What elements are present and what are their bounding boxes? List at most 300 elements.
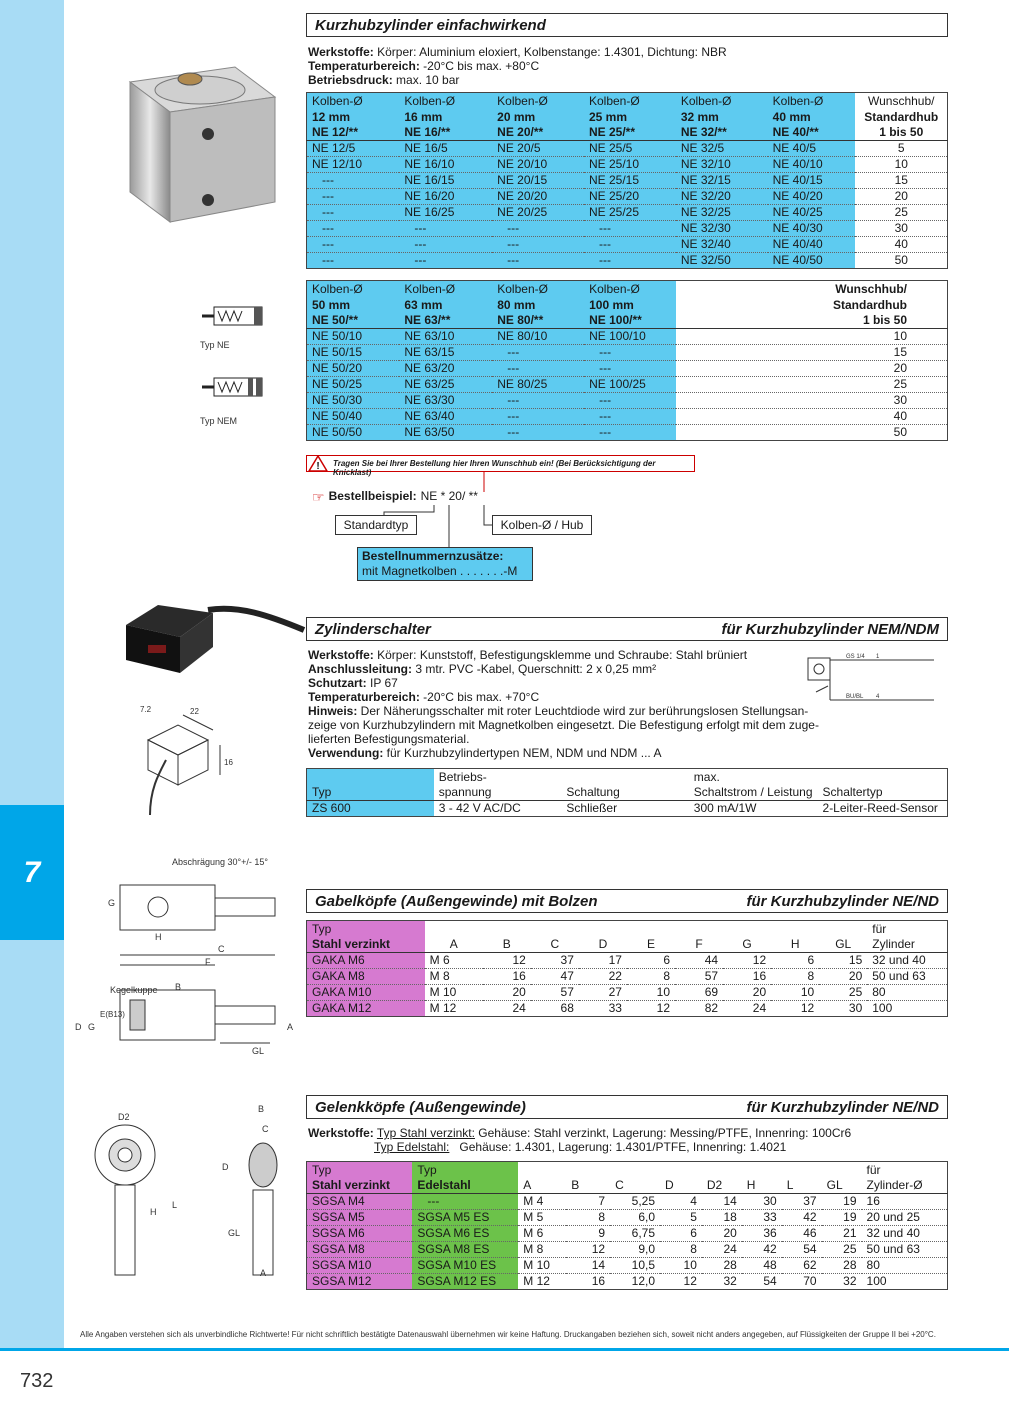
chapter-number: 7 [0,805,64,940]
table-cell: NE 40/** [768,125,856,141]
info-label: Verwendung: [308,746,384,760]
table-cell [771,921,819,937]
table-cell: --- [492,409,584,425]
table-cell: M 4 [518,1194,566,1210]
table-cell: G [723,937,771,953]
table-row [307,785,948,801]
table-cell: NE 20/15 [492,173,584,189]
table-cell: A [425,937,483,953]
table-cell: 20 [855,189,947,205]
table-cell: B [566,1178,610,1194]
table-cell: NE 20/25 [492,205,584,221]
dim-16: 16 [224,758,233,767]
table-cell: GAKA M10 [307,985,425,1001]
table-cell: NE 50/40 [307,409,400,425]
table-gabelkoepfe [306,920,948,1017]
table-cell: 50 [855,253,947,269]
table-cell: M 5 [518,1210,566,1226]
table-cell: Betriebs- [438,769,487,784]
table-cell: SGSA M5 [307,1210,413,1226]
table-row [307,769,948,785]
info-text: Körper: Aluminium eloxiert, Kolbenstange: 1.4301, Dichtung: NBR [373,45,727,59]
info-text: Der Näherungsschalter mit roter Leuchtdiode wird zur berührungslosen Stellungsan- [357,704,809,718]
table-cell: SGSA M6 [307,1226,413,1242]
table-cell: GAKA M8 [307,969,425,985]
table-cell: NE 80/25 [492,377,584,393]
info-text: zeige von Kurzhubzylindern mit Magnetkolben eingesetzt. Die Befestigung erfolgt mit dem zuge- [308,718,819,732]
table-row [307,189,948,205]
table-cell: GAKA M6 [307,953,425,969]
wire-top-label: GS 1/4 [846,654,865,660]
lbl-b: B [175,982,182,992]
table-ne-small [306,92,948,269]
cylinder-photo [100,62,280,232]
table-cell: 48 [742,1258,782,1274]
abschraegung-label: Abschrägung 30°+/- 15° [172,857,269,867]
table-cell: 17 [579,953,627,969]
table-cell [307,769,434,785]
info-label: Schutzart: [308,676,367,690]
table-cell: NE 50/15 [307,345,400,361]
table-cell: NE 50/10 [307,329,400,345]
table-cell: --- [584,361,676,377]
table-cell: NE 80/10 [492,329,584,345]
table-cell: M 10 [518,1258,566,1274]
table-cell: 14 [702,1194,742,1210]
box-kolben-hub: Kolben-Ø / Hub [492,515,592,535]
table-cell: 20 [483,985,531,1001]
lbl-kegelkuppe: Kegelkuppe [110,985,158,995]
table-cell: SGSA M5 ES [412,1210,518,1226]
table-cell: --- [492,361,584,377]
table-row [307,921,948,937]
table-row [307,1178,948,1194]
table-cell [723,921,771,937]
table-cell: M 12 [425,1001,483,1017]
table-cell: --- [307,253,400,269]
table-cell: 8 [566,1210,610,1226]
table-cell: NE 20/** [492,125,584,141]
table-row [307,345,948,361]
table-cell: Kolben-Ø [676,93,768,109]
table-cell: 70 [782,1274,822,1290]
table-cell: NE 40/20 [768,189,856,205]
lbl-l: L [172,1200,178,1210]
table-cell: --- [584,345,676,361]
table-cell: 25 [822,1242,862,1258]
table-row [307,109,948,125]
order-connector [478,472,490,492]
table-cell: NE 32/10 [676,157,768,173]
table-cell: 9 [566,1226,610,1242]
table-cell: E [627,937,675,953]
table-cell: 5,25 [610,1194,660,1210]
section-title-gelenkkoepfe: Gelenkköpfe (Außengewinde) für Kurzhubzylinder NE/ND [306,1095,948,1119]
table-cell: 8 [771,969,819,985]
table-cell: NE 32/50 [676,253,768,269]
table-cell [425,921,483,937]
table-cell: Kolben-Ø [399,281,492,297]
table-cell: 82 [675,1001,723,1017]
table-cell: Kolben-Ø [399,93,492,109]
table-row [307,173,948,189]
table-cell: NE 20/20 [492,189,584,205]
table-cell: 9,0 [610,1242,660,1258]
table-cell: 15 [855,173,947,189]
table-cell: Schaltertyp [818,785,948,801]
table-cell: 62 [782,1258,822,1274]
table-cell: M 6 [518,1226,566,1242]
section-title-gabelkoepfe: Gabelköpfe (Außengewinde) mit Bolzen für Kurzhubzylinder NE/ND [306,889,948,913]
table-cell: Schaltstrom / Leistung [689,785,818,801]
table-cell: 16 [723,969,771,985]
table-cell: --- [307,173,400,189]
table-cell: 20 mm [492,109,584,125]
table-cell: 5 [660,1210,702,1226]
table-cell: 100 mm [584,297,676,313]
lbl-d: D [75,1022,82,1032]
table-cell: NE 32/** [676,125,768,141]
table-cell: Zylinder-Ø [862,1178,948,1194]
table-cell: NE 16/5 [399,141,492,157]
table-cell: 20 [819,969,867,985]
table-cell: 46 [782,1226,822,1242]
table-row [307,393,948,409]
table-cell: 19 [822,1194,862,1210]
table-cell: für [872,921,887,936]
lbl-h: H [155,932,162,942]
table-cell: 5 [855,141,947,157]
lbl-b2: B [258,1104,265,1114]
table-cell: 42 [742,1242,782,1258]
order-example: ☞ Bestellbeispiel: NE * 20/ ** [312,489,478,505]
table-cell: 30 [676,393,947,409]
table-cell: Typ [307,921,425,937]
table-cell: NE 40/10 [768,157,856,173]
table-row [307,377,948,393]
table-row [307,93,948,109]
table-cell: 10 [627,985,675,1001]
table-row [307,937,948,953]
table-row [307,157,948,173]
table-cell: 10 [855,157,947,173]
table-cell: NE 32/30 [676,221,768,237]
lbl-g2: G [88,1022,96,1032]
table-cell: 4 [660,1194,702,1210]
table-cell: NE 25/20 [584,189,676,205]
table-cell: NE 20/10 [492,157,584,173]
table-cell: --- [399,221,492,237]
table-cell [660,1162,702,1178]
table-cell: --- [307,237,400,253]
table-cell: 1 bis 50 [676,313,947,329]
table-cell: 28 [702,1258,742,1274]
table-cell [819,921,867,937]
dim-22: 22 [190,707,199,716]
table-cell: 6 [627,953,675,969]
table-cell [483,921,531,937]
table-row [307,985,948,1001]
table-row [307,1194,948,1210]
table-cell: spannung [434,785,562,801]
table-cell: NE 63/** [399,313,492,329]
page-number: 732 [20,1370,54,1392]
table-cell: Kolben-Ø [307,281,400,297]
table-cell: 12 [566,1242,610,1258]
table-cell: M 8 [425,969,483,985]
table-row [307,205,948,221]
table-cell: NE 63/50 [399,425,492,441]
table-cell: GL [822,1178,862,1194]
pin-1-label: 1 [876,654,880,660]
wire-bot-label: BU/BL [846,694,864,700]
table-cell: 12 [627,1001,675,1017]
table-cell: 32 und 40 [862,1226,948,1242]
chapter-sidebar [0,0,64,1350]
table-cell: H [771,937,819,953]
table-cell: A [518,1178,566,1194]
table-cell [531,921,579,937]
table-cell: NE 12/** [307,125,400,141]
typ-ne-icon [200,305,265,327]
table-cell: SGSA M4 [307,1194,413,1210]
switch-circuit-diagram [806,652,946,712]
info-label: Werkstoffe: [308,648,374,662]
table-cell: 6 [771,953,819,969]
table-cell: NE 50/30 [307,393,400,409]
table-cell: 47 [531,969,579,985]
table-cell: F [675,937,723,953]
table-cell: 32 [822,1274,862,1290]
table-cell: 6 [660,1226,702,1242]
table-cell: 50 mm [307,297,400,313]
table-cell: NE 50/** [307,313,400,329]
info-label: Temperaturbereich: [308,690,420,704]
table-cell: NE 25/** [584,125,676,141]
table-cell: 21 [822,1226,862,1242]
table-cell [782,1162,822,1178]
table-cell: NE 40/15 [768,173,856,189]
table-cell: --- [492,221,584,237]
table-cell: NE 40/5 [768,141,856,157]
lbl-a: A [287,1022,294,1032]
table-cell: NE 32/15 [676,173,768,189]
table-cell: NE 63/25 [399,377,492,393]
table-row [307,253,948,269]
table-cell: NE 100/25 [584,377,676,393]
table-row [307,141,948,157]
pin-4-label: 4 [876,694,880,700]
table-cell: NE 16/20 [399,189,492,205]
table-row [307,297,948,313]
table-cell: Stahl verzinkt [307,1178,413,1194]
box-standardtyp: Standardtyp [335,515,417,535]
table-cell: 68 [531,1001,579,1017]
table-cell [818,769,948,785]
table-cell [627,921,675,937]
table-cell: 25 [676,377,947,393]
table-cell: --- [307,221,400,237]
info-text: IP 67 [366,676,398,690]
dim-7: 7.2 [140,705,152,714]
table-cell: 18 [702,1210,742,1226]
table-cell: 30 [742,1194,782,1210]
table-cell: Standardhub [864,109,939,124]
table-cell: 57 [531,985,579,1001]
table-row [307,237,948,253]
table-cell: 33 [579,1001,627,1017]
table-cell: 8 [660,1242,702,1258]
typ-nem-icon [200,376,265,398]
table-cell: 36 [742,1226,782,1242]
table-row [307,1162,948,1178]
table-cell: 28 [822,1258,862,1274]
table-cell: --- [584,221,676,237]
info-label: Werkstoffe: [308,45,374,59]
table-cell: 37 [531,953,579,969]
table-cell: Schließer [561,801,688,817]
table-cell: 16 [862,1194,948,1210]
info-label: Anschlussleitung: [308,662,413,676]
table-cell: SGSA M6 ES [412,1226,518,1242]
table-cell: 16 [483,969,531,985]
table-cell: 12 [483,953,531,969]
footer-disclaimer: Alle Angaben verstehen sich als unverbindliche Richtwerte! Für nicht schriftlich bestätigte Datenauswahl übernehmen wir keine Haftung. Druckangaben beziehen sich, soweit nicht anders angegeben, auf Flüssigkeiten der Gruppe II bei +20°C. [80,1330,936,1339]
table-cell: max. [693,769,720,784]
switch-dim-drawing [128,700,238,820]
table-row [307,1258,948,1274]
table-cell: 300 mA/1W [689,801,818,817]
table-cell: Schaltung [561,785,688,801]
table-cell: --- [584,237,676,253]
table-cell: --- [492,425,584,441]
table-cell: 2-Leiter-Reed-Sensor [818,801,948,817]
bottom-rule [0,1348,1009,1351]
table-cell: NE 80/** [492,313,584,329]
table-cell: 10,5 [610,1258,660,1274]
info-text: 3 mtr. PVC -Kabel, Querschnitt: 2 x 0,25 mm² [412,662,657,676]
table-cell: --- [584,425,676,441]
typ-nem-label: Typ NEM [200,416,238,426]
table-cell: NE 63/10 [399,329,492,345]
table-cell: Zylinder [867,937,947,953]
table-cell: 20 [702,1226,742,1242]
table-cell: NE 63/30 [399,393,492,409]
table-cell: NE 100/10 [584,329,676,345]
table-cell: B [483,937,531,953]
table-cell: NE 16/25 [399,205,492,221]
table-cell: NE 25/10 [584,157,676,173]
table-cell: 14 [566,1258,610,1274]
table-cell: Kolben-Ø [492,281,584,297]
table-cell: GL [819,937,867,953]
table-cell: 32 und 40 [867,953,947,969]
table-row [307,281,948,297]
table-cell: SGSA M8 [307,1242,413,1258]
table-cell: 12,0 [610,1274,660,1290]
table-cell: Standardhub [833,297,907,312]
table-cell: NE 32/5 [676,141,768,157]
table-cell: 37 [782,1194,822,1210]
table-row [307,221,948,237]
info-text: max. 10 bar [392,73,460,87]
table-cell: Typ [307,1162,413,1178]
table-cell: 54 [742,1274,782,1290]
table-cell: 16 mm [399,109,492,125]
table-cell: 25 [819,985,867,1001]
lbl-h2: H [150,1207,157,1217]
table-gelenkkoepfe [306,1161,948,1290]
table-cell: Typ [307,785,434,801]
table-cell: 40 mm [768,109,856,125]
table-cell: 25 [855,205,947,221]
table-cell: 6,0 [610,1210,660,1226]
lbl-gl: GL [252,1046,265,1056]
table-cell: 15 [676,345,947,361]
table-row [307,1226,948,1242]
table-cell: 50 und 63 [867,969,947,985]
table-cell: für [866,1162,881,1177]
table-cell: --- [584,409,676,425]
table-cell [561,769,688,785]
lbl-e: E(B13) [100,1010,125,1019]
lbl-gl2: GL [228,1228,241,1238]
box-bestellzusaetze: Bestellnummernzusätze: mit Magnetkolben . . . . . . .-M [357,547,533,581]
lbl-c: C [218,944,225,954]
table-cell: 80 [867,985,947,1001]
table-cell: NE 25/5 [584,141,676,157]
table-cell: --- [492,393,584,409]
table-row [307,1242,948,1258]
table-cell: SGSA M12 [307,1274,413,1290]
table-cell: L [782,1178,822,1194]
table-cell: SGSA M12 ES [412,1274,518,1290]
table-cell: C [610,1178,660,1194]
s4-info: Werkstoffe: Typ Stahl verzinkt: Gehäuse: Stahl verzinkt, Lagerung: Messing/PTFE, Innenring: 100Cr6 Typ Edelstahl: Gehäuse: 1.4301, Lagerung: 1.4301/PTFE, Innenring: 1.4021 [308,1126,852,1154]
table-cell: Kolben-Ø [584,93,676,109]
table-cell [518,1162,566,1178]
table-cell: Wunschhub/ [835,281,907,296]
table-cell: 100 [862,1274,948,1290]
table-cell: NE 16/10 [399,157,492,173]
table-cell: NE 40/50 [768,253,856,269]
table-cell: NE 20/5 [492,141,584,157]
hand-pointer-icon: ☞ [312,489,325,505]
table-cell: 32 mm [676,109,768,125]
table-cell: NE 40/40 [768,237,856,253]
table-cell: 25 mm [584,109,676,125]
table-cell: --- [399,253,492,269]
switch-photo [118,585,308,685]
table-cell: NE 16/** [399,125,492,141]
lbl-d3: D [222,1162,229,1172]
table-cell: --- [584,253,676,269]
table-cell: 6,75 [610,1226,660,1242]
table-cell: 63 mm [399,297,492,313]
table-cell: D [579,937,627,953]
table-cell [610,1162,660,1178]
table-cell: SGSA M10 [307,1258,413,1274]
table-cell: 40 [676,409,947,425]
table-cell: M 6 [425,953,483,969]
table-row [307,425,948,441]
table-cell: NE 50/20 [307,361,400,377]
info-label: Temperaturbereich: [308,59,420,73]
table-cell: 10 [771,985,819,1001]
table-cell: Kolben-Ø [492,93,584,109]
table-cell: H [742,1178,782,1194]
table-cell: 22 [579,969,627,985]
